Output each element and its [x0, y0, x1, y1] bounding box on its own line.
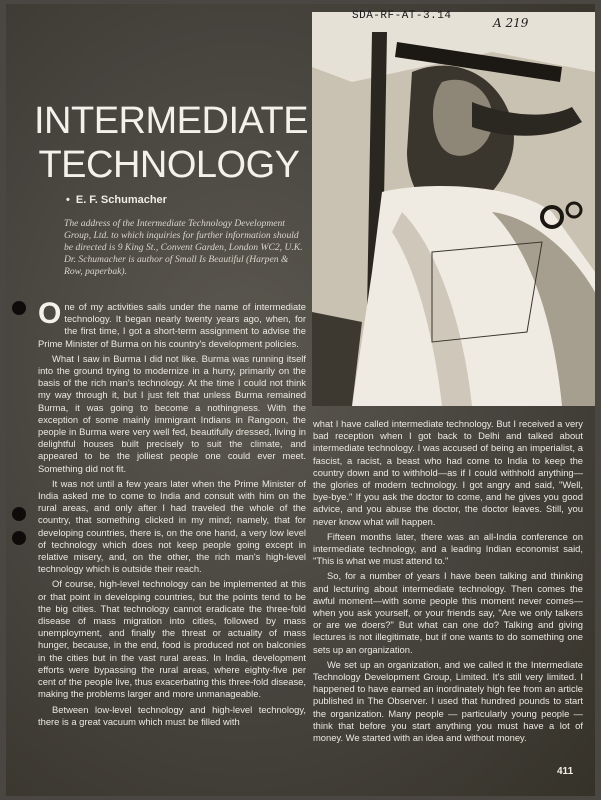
paragraph: We set up an organization, and we called it the Intermediate Technology Development Group, Limited. It's still very limited. I happened to have earned an inordinately high fee from an article published in The Observer. I used that hundred pounds to start the organization. Many people — particularly young people — think that before you start anything you must have a lot of money. We started with an idea and without money. [313, 658, 583, 744]
magazine-page [6, 4, 595, 796]
paragraph: One of my activities sails under the name of intermediate technology. It began nearly twenty years ago, when, for the first time, I got a short-term assignment to advise the Prime Minister of Burma on his country's development policies. [38, 297, 306, 349]
punch-hole-icon [12, 301, 26, 315]
punch-hole-icon [12, 507, 26, 521]
article-title [34, 99, 309, 187]
handwritten-note: A 219 [493, 16, 529, 30]
photograph-illustration [312, 12, 595, 406]
paragraph: Between low-level technology and high-level technology, there is a great vacuum which must be filled with [38, 703, 306, 727]
punch-hole-icon [12, 531, 26, 545]
paragraph: Of course, high-level technology can be implemented at this or that point in developing countries, but the points tend to be the big cities. That technology cannot eradicate the three-fold disease of mass migration into cities, followed by mass unemployment, and finally the threat or actuality of mass hunger, because, in the end, food is produced not on balconies in the cities but in the vast rural areas. In India, development efforts were bypassing the rural areas, where eighty-five per cent of the people live, thus exacerbating this three-fold disease, making the problems larger and more unmanageable. [38, 578, 306, 700]
paragraph: It was not until a few years later when the Prime Minister of India asked me to come to India and consult with him on the rural areas, and only after I had traveled the whole of the country, that something clicked in my mind; namely, that for developing countries, there is, on the one hand, a very low level of technology which does not keep people going except in relative misery, and, on the other, the rich man's high-level technology which is outside their reach. [38, 477, 306, 575]
author-note: The address of the Intermediate Technology Development Group, Ltd. to which inquiries for further information should be directed is 9 King St., Convent Garden, London WC2, U.K. Dr. Schumacher is author of Small Is Beautiful (Harpen & Row, paperbak). [64, 218, 303, 277]
paragraph: What I saw in Burma I did not like. Burma was running itself into the ground trying to modernize in a hurry, primarily on the basis of the rich man's technology. At the time I could not think my way through it, but I just felt that unless Burma remained Burma, it was going to become a nothingness. With the exception of some mainly immigrant Indians in Rangoon, the people in Burma were very well fed, beautifully dressed, living in delightful houses built precisely to suit the climate, and appeared to be the jolliest people one could ever meet. Something did not fit. [38, 352, 306, 474]
author-byline [66, 194, 167, 206]
page-number: 411 [557, 766, 574, 777]
right-column [313, 418, 583, 744]
left-column [38, 297, 306, 728]
title-line-2: TECHNOLOGY [38, 144, 300, 187]
paragraph: Fifteen months later, there was an all-India conference on intermediate technology, and a leading Indian economist said, "This is what we must attend to." [313, 530, 583, 567]
drop-cap: O [38, 297, 62, 330]
title-line-1: INTERMEDIATE [34, 100, 309, 143]
bullet-icon: • [66, 194, 70, 206]
author-name: E. F. Schumacher [75, 194, 167, 206]
header-photograph [312, 12, 595, 406]
archive-label: SDA-RF-AT-3.14 [352, 10, 452, 22]
paragraph: what I have called intermediate technology. But I received a very bad reception when I got back to Delhi and talked about intermediate technology. I was accused of being an imperialist, a fascist, a racist, a beast who had come to India to keep the country down and to withhold—as if I could withhold anything—the glories of modern technology. I got angry and said, "Well, bye-bye." If you ask the doctor to come, and he gives you good advice, and you abuse the doctor, the doctor leaves. Still, you never know what will happen. [313, 418, 583, 527]
paragraph: So, for a number of years I have been talking and thinking and lecturing about intermediate technology. Then comes the awful moment—with some people this moment never comes—when you ask yourself, or your friends say, "Are we only talkers or are we doers?" But what can one do? Talking and giving lectures is not illegitimate, but if one wants to do something one sets up an organization. [313, 570, 583, 655]
